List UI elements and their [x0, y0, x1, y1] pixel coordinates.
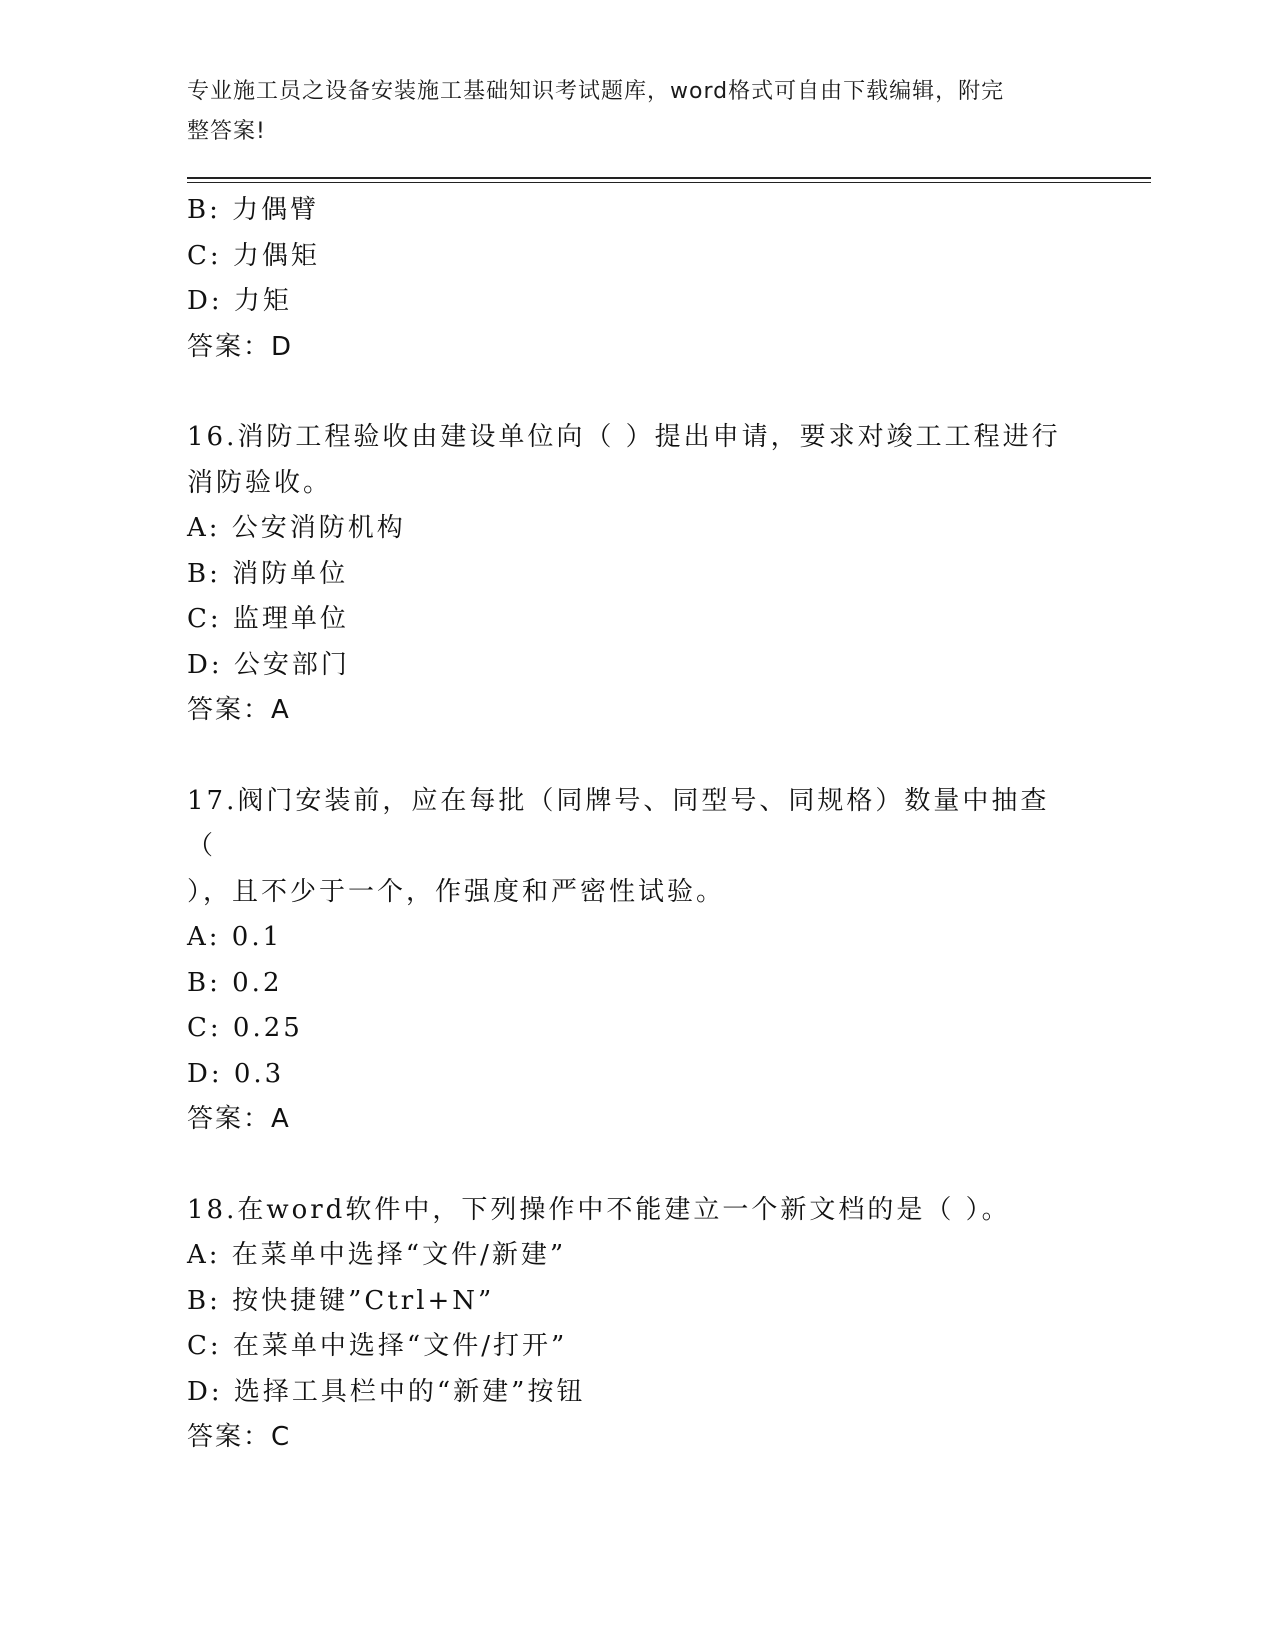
question-stem-line-1: 17.阀门安装前，应在每批（同牌号、同型号、同规格）数量中抽查（	[187, 785, 1050, 861]
question-stem-line-2: ），且不少于一个，作强度和严密性试验。	[187, 876, 726, 907]
document-body	[187, 188, 1087, 1461]
answer-line: 答案：C	[187, 1422, 292, 1452]
spacer	[187, 370, 1087, 415]
question-18	[187, 1188, 1087, 1461]
option-a: A: 在菜单中选择“文件/新建”	[187, 1240, 567, 1270]
option-a: A: 公安消防机构	[187, 513, 406, 543]
header-line-2: 整答案!	[187, 119, 266, 144]
option-b: B: 按快捷键”Ctrl+N”	[187, 1285, 495, 1316]
option-d: D: 选择工具栏中的“新建”按钮	[187, 1376, 586, 1407]
spacer	[187, 734, 1087, 779]
question-16	[187, 415, 1087, 734]
option-d: D: 力矩	[187, 286, 292, 316]
option-b: B: 0.2	[187, 967, 283, 998]
answer-line: 答案：D	[187, 331, 294, 362]
header-rule-thick	[187, 177, 1151, 179]
spacer	[187, 1143, 1087, 1188]
option-c: C: 监理单位	[187, 604, 349, 634]
question-stem-line-1: 16.消防工程验收由建设单位向（ ）提出申请，要求对竣工工程进行	[187, 422, 1061, 452]
option-b: B: 力偶臂	[187, 195, 320, 225]
option-d: D: 公安部门	[187, 649, 350, 680]
option-d: D: 0.3	[187, 1058, 285, 1089]
document-header	[187, 72, 1067, 152]
answer-line: 答案：A	[187, 695, 291, 725]
header-rule-thin	[187, 182, 1151, 183]
option-c: C: 0.25	[187, 1013, 303, 1043]
option-c: C: 在菜单中选择“文件/打开”	[187, 1331, 568, 1361]
option-a: A: 0.1	[187, 922, 283, 952]
answer-line: 答案：A	[187, 1104, 291, 1134]
question-stem-line-1: 18.在word软件中，下列操作中不能建立一个新文档的是（ ）。	[187, 1194, 1011, 1225]
option-b: B: 消防单位	[187, 558, 349, 589]
question-15-tail	[187, 188, 1087, 370]
option-c: C: 力偶矩	[187, 240, 320, 271]
header-line-1: 专业施工员之设备安装施工基础知识考试题库，word格式可自由下载编辑，附完	[187, 79, 1005, 104]
question-17	[187, 779, 1087, 1143]
question-stem-line-2: 消防验收。	[187, 467, 333, 498]
